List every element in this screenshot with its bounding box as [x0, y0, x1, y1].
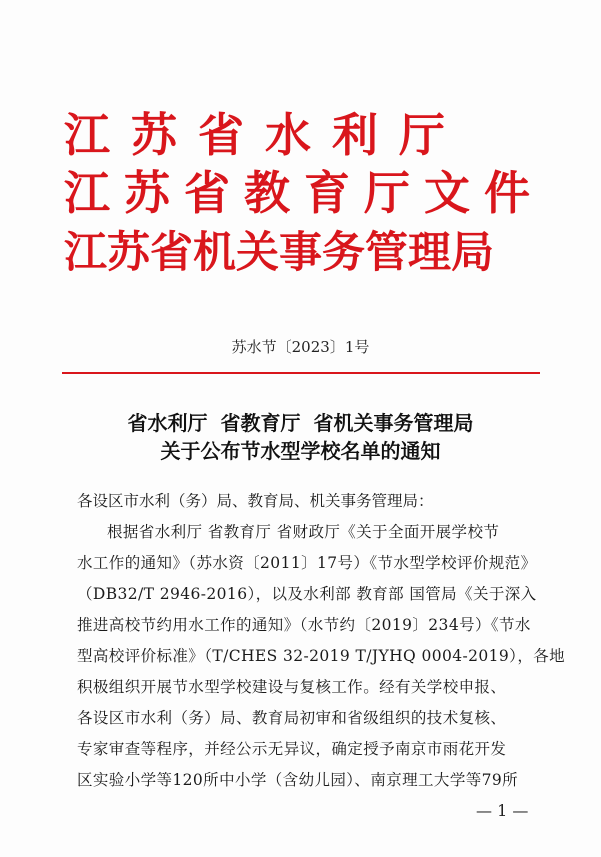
page-number: — 1 —	[476, 801, 529, 820]
red-separator-line	[62, 372, 540, 374]
body-paragraph-line: 区实验小学等120所中小学（含幼儿园）、南京理工大学等79所	[77, 771, 519, 789]
body-paragraph-line: 各设区市水利（务）局、教育局初审和省级组织的技术复核、	[77, 709, 507, 727]
document-number: 苏水节〔2023〕1号	[231, 338, 370, 356]
issuer-line-government-affairs-bureau: 江苏省机关事务管理局	[64, 228, 494, 278]
issuer-line-water-resources-dept: 江苏省水利厅	[64, 108, 466, 162]
body-paragraph-line: 推进高校节约用水工作的通知》（水节约〔2019〕234号）《节水	[77, 616, 531, 634]
body-paragraph-line: 型高校评价标准》（T/CHES 32-2019 T/JYHQ 0004-2019），各地	[77, 647, 566, 665]
body-paragraph-line: 根据省水利厅 省教育厅 省财政厅《关于全面开展学校节	[107, 523, 500, 541]
document-title-line-2: 关于公布节水型学校名单的通知	[160, 439, 441, 463]
salutation: 各设区市水利（务）局、教育局、机关事务管理局：	[77, 492, 434, 510]
body-paragraph-line: （DB32/T 2946-2016），以及水利部 教育部 国管局《关于深入	[77, 585, 537, 603]
body-paragraph-line: 水工作的通知》（苏水资〔2011〕17号）《节水型学校评价规范》	[77, 554, 537, 572]
document-title-line-1: 省水利厅 省教育厅 省机关事务管理局	[127, 411, 474, 435]
body-paragraph-line: 积极组织开展节水型学校建设与复核工作。经有关学校申报、	[77, 678, 507, 696]
issuer-line-education-dept: 江苏省教育厅文件	[64, 166, 544, 220]
body-paragraph-line: 专家审查等程序，并经公示无异议，确定授予南京市雨花开发	[77, 740, 507, 758]
